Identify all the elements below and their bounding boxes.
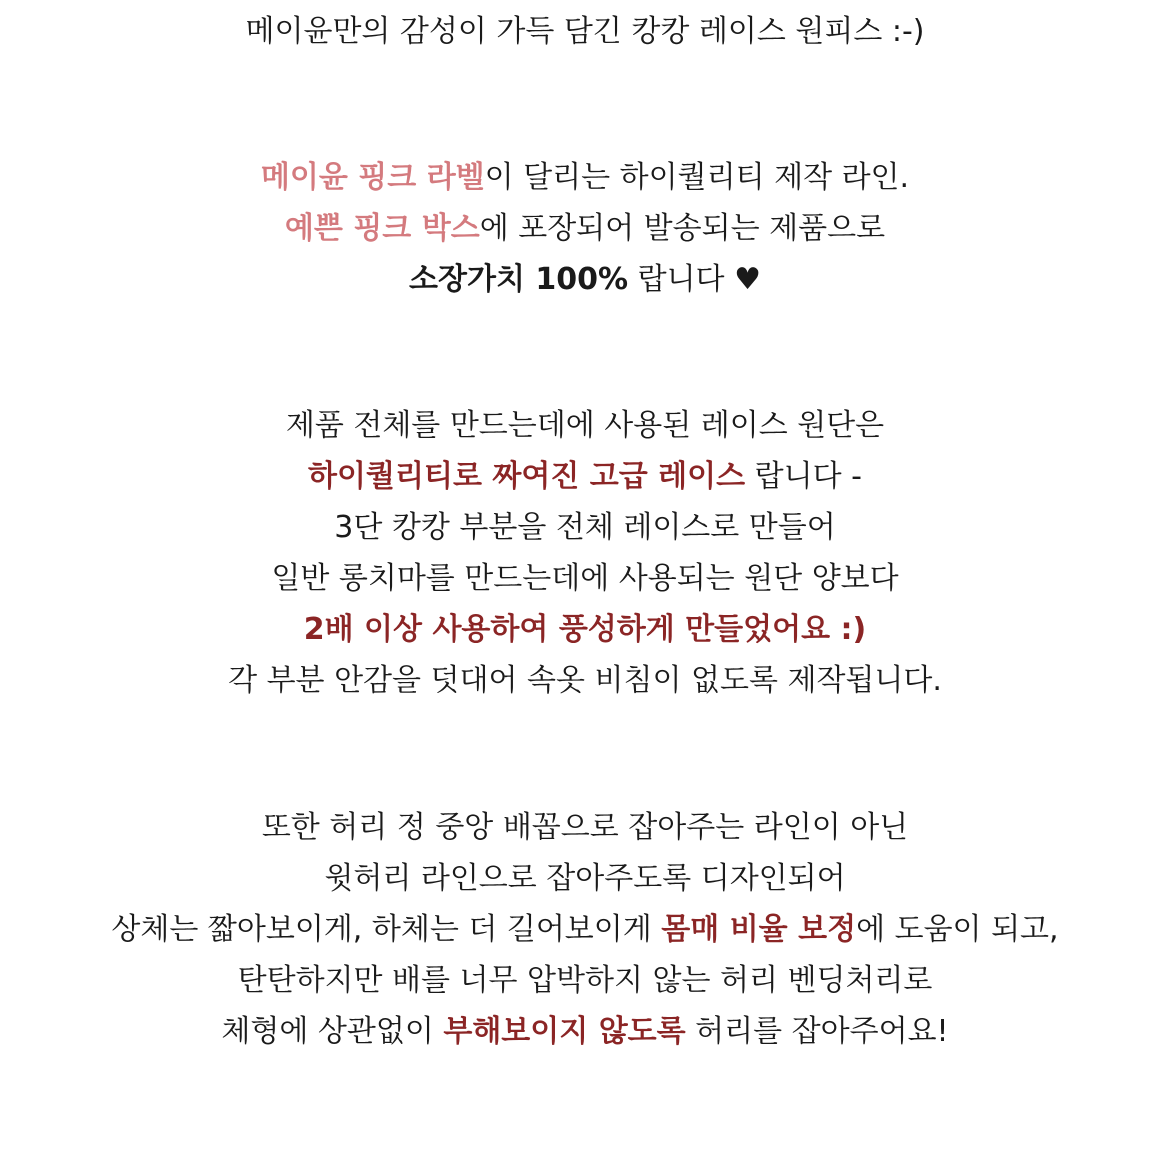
section1-line2-text: 에 포장되어 발송되는 제품으로 <box>479 211 886 246</box>
section2-line2-text: 랍니다 - <box>745 459 862 494</box>
section3-line5 <box>0 1012 1170 1052</box>
section3-line1-text: 또한 허리 정 중앙 배꼽으로 잡아주는 라인이 아닌 <box>261 810 909 845</box>
section2-line2 <box>0 457 1170 497</box>
section1-line3 <box>0 260 1170 300</box>
section3-line3 <box>0 910 1170 950</box>
section2-line3-text: 3단 캉캉 부분을 전체 레이스로 만들어 <box>334 510 836 545</box>
section1-line1 <box>0 158 1170 198</box>
section3-line1 <box>0 808 1170 848</box>
collection-value-bold: 소장가치 100% <box>409 262 629 297</box>
section3-line5-pre: 체형에 상관없이 <box>221 1014 444 1049</box>
section2-line3 <box>0 508 1170 548</box>
section3-line4-text: 탄탄하지만 배를 너무 압박하지 않는 허리 벤딩처리로 <box>237 963 933 998</box>
section1-line1-text: 이 달리는 하이퀄리티 제작 라인. <box>484 160 910 195</box>
section2-line1 <box>0 406 1170 446</box>
section1-line2 <box>0 209 1170 249</box>
intro-line <box>0 12 1170 52</box>
body-ratio-highlight: 몸매 비율 보정 <box>661 912 857 947</box>
section2-line6 <box>0 661 1170 701</box>
double-fabric-highlight: 2배 이상 사용하여 풍성하게 만들었어요 :) <box>303 612 867 647</box>
pink-box-highlight: 예쁜 핑크 박스 <box>284 211 480 246</box>
section3-line2 <box>0 859 1170 899</box>
section2-line1-text: 제품 전체를 만드는데에 사용된 레이스 원단은 <box>285 408 885 443</box>
section3-line2-text: 윗허리 라인으로 잡아주도록 디자인되어 <box>324 861 846 896</box>
intro-text: 메이윤만의 감성이 가득 담긴 캉캉 레이스 원피스 :-) <box>245 14 925 49</box>
section1-line3-text: 랍니다 ♥ <box>628 262 761 297</box>
section2-line4 <box>0 559 1170 599</box>
section3-line4 <box>0 961 1170 1001</box>
pink-label-highlight: 메이윤 핑크 라벨 <box>260 160 485 195</box>
section3-line3-pre: 상체는 짧아보이게, 하체는 더 길어보이게 <box>111 912 662 947</box>
section3-line3-post: 에 도움이 되고, <box>856 912 1059 947</box>
section2-line4-text: 일반 롱치마를 만드는데에 사용되는 원단 양보다 <box>271 561 899 596</box>
section3-line5-post: 허리를 잡아주어요! <box>685 1014 949 1049</box>
lace-quality-highlight: 하이퀄리티로 짜여진 고급 레이스 <box>308 459 746 494</box>
section2-line5 <box>0 610 1170 650</box>
not-bulky-highlight: 부해보이지 않도록 <box>443 1014 686 1049</box>
section2-line6-text: 각 부분 안감을 덧대어 속옷 비침이 없도록 제작됩니다. <box>228 663 942 698</box>
